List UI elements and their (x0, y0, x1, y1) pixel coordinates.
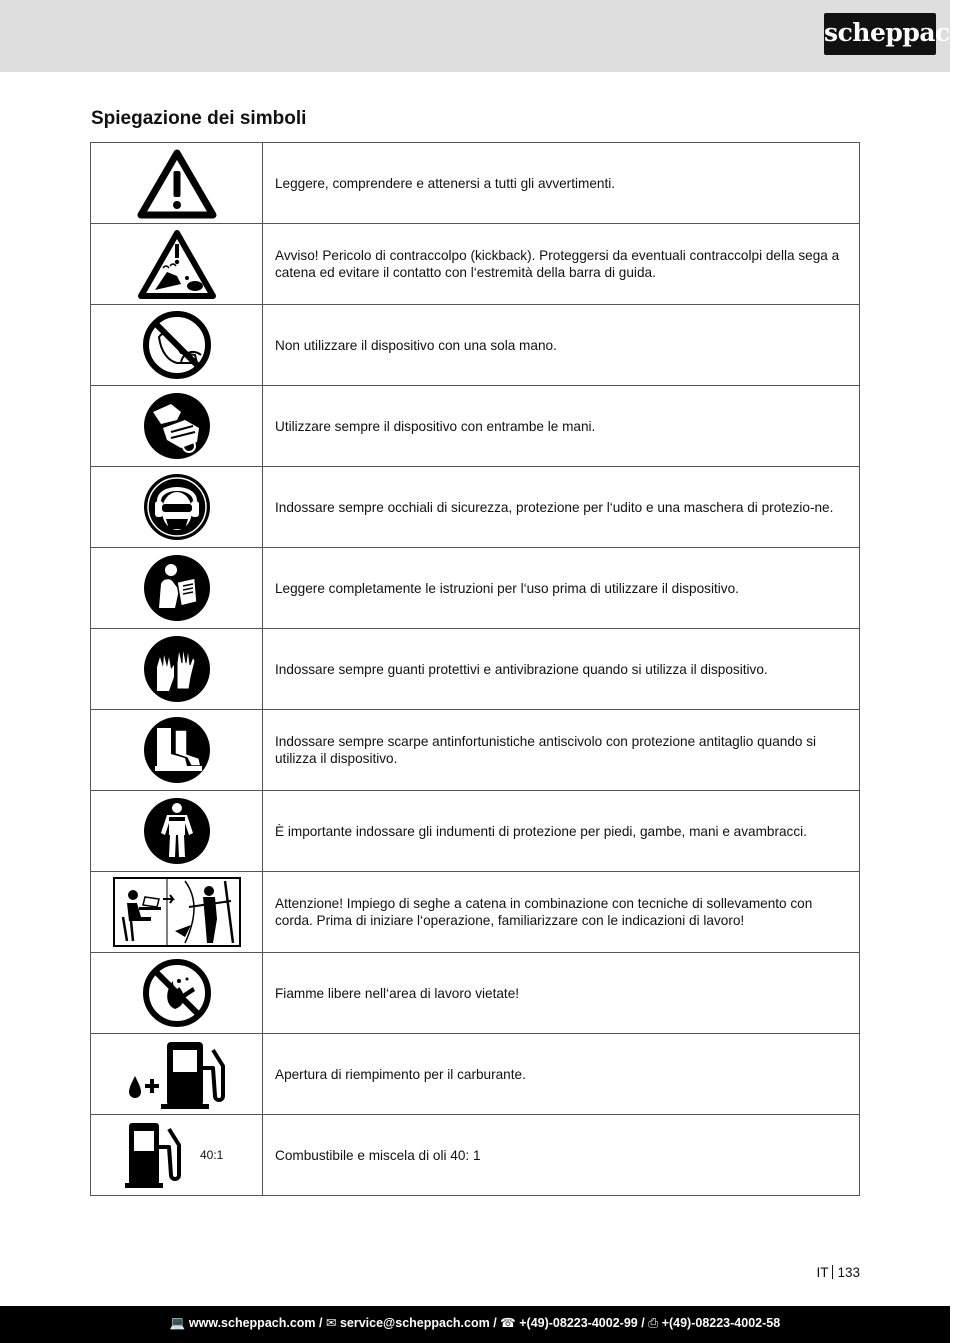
fax-icon: ⎙ (648, 1316, 659, 1330)
fuel-mix-icon (121, 1119, 193, 1191)
read-manual-icon (141, 552, 213, 624)
footer-separator: / (641, 1316, 645, 1330)
page-language: IT (816, 1265, 829, 1280)
protective-clothing-icon (141, 795, 213, 867)
symbols-table (90, 142, 860, 1196)
rope-work-training-icon (113, 877, 241, 947)
phone-icon: ☎ (500, 1316, 516, 1330)
table-row (91, 143, 860, 224)
table-row (91, 224, 860, 305)
symbol-description: Utilizzare sempre il dispositivo con entrambe le mani. (263, 386, 860, 467)
mail-icon: ✉ (325, 1316, 337, 1330)
footer-email[interactable]: service@scheppach.com (339, 1316, 490, 1330)
table-row (91, 791, 860, 872)
warning-triangle-icon (137, 147, 217, 219)
brand-logo: scheppach (824, 13, 936, 55)
table-row (91, 953, 860, 1034)
symbol-description: Attenzione! Impiego di seghe a catena in combinazione con tecniche di sollevamento con corda. Prima di iniziare l‘operazione, familiarizzare con le indicazioni di lavoro! (263, 872, 860, 953)
symbol-description: Indossare sempre guanti protettivi e antivibrazione quando si utilizza il dispositivo. (263, 629, 860, 710)
symbol-description: Leggere, comprendere e attenersi a tutti gli avvertimenti. (263, 143, 860, 224)
fuel-mix-ratio-label: 40:1 (200, 1148, 224, 1162)
symbol-description: Indossare sempre scarpe antinfortunistiche antiscivolo con protezione antitaglio quando si utilizza il dispositivo. (263, 710, 860, 791)
table-row (91, 1034, 860, 1115)
footer-separator: / (319, 1316, 323, 1330)
page-number (800, 1265, 860, 1280)
page-number-separator (832, 1265, 833, 1279)
table-row (91, 710, 860, 791)
footer-website[interactable]: www.scheppach.com (188, 1316, 316, 1330)
computer-icon: 💻 (169, 1316, 186, 1330)
kickback-warning-icon (137, 228, 217, 300)
symbol-description: Avviso! Pericolo di contraccolpo (kickback). Proteggersi da eventuali contraccolpi della sega a catena ed evitare il contatto con l‘estremità della barra di guida. (263, 224, 860, 305)
table-row (91, 467, 860, 548)
header-bar (0, 0, 967, 72)
symbol-description: Fiamme libere nell‘area di lavoro vietate! (263, 953, 860, 1034)
table-row (91, 386, 860, 467)
gloves-icon (141, 633, 213, 705)
safety-gear-head-icon (141, 471, 213, 543)
symbol-description: Apertura di riempimento per il carburante. (263, 1034, 860, 1115)
no-open-flame-icon (141, 957, 213, 1029)
fuel-mix-icon-group (91, 1116, 262, 1194)
footer-fax: +(49)-08223-4002-58 (661, 1316, 781, 1330)
table-row (91, 1115, 860, 1196)
page-number-value: 133 (837, 1265, 860, 1280)
safety-boots-icon (141, 714, 213, 786)
symbol-description: Combustibile e miscela di oli 40: 1 (263, 1115, 860, 1196)
table-row (91, 305, 860, 386)
no-one-hand-icon (141, 309, 213, 381)
table-row (91, 872, 860, 953)
page-title: Spiegazione dei simboli (91, 108, 307, 129)
two-hands-icon (141, 390, 213, 462)
symbol-description: Non utilizzare il dispositivo con una sola mano. (263, 305, 860, 386)
footer-phone[interactable]: +(49)-08223-4002-99 (519, 1316, 638, 1330)
footer-bar (0, 1306, 950, 1343)
table-row (91, 629, 860, 710)
table-row (91, 548, 860, 629)
fuel-filler-icon (125, 1038, 229, 1110)
symbol-description: Indossare sempre occhiali di sicurezza, protezione per l‘udito e una maschera di protezio-ne. (263, 467, 860, 548)
symbol-description: Leggere completamente le istruzioni per l‘uso prima di utilizzare il dispositivo. (263, 548, 860, 629)
footer-separator: / (493, 1316, 497, 1330)
symbol-description: È importante indossare gli indumenti di protezione per piedi, gambe, mani e avambracci. (263, 791, 860, 872)
